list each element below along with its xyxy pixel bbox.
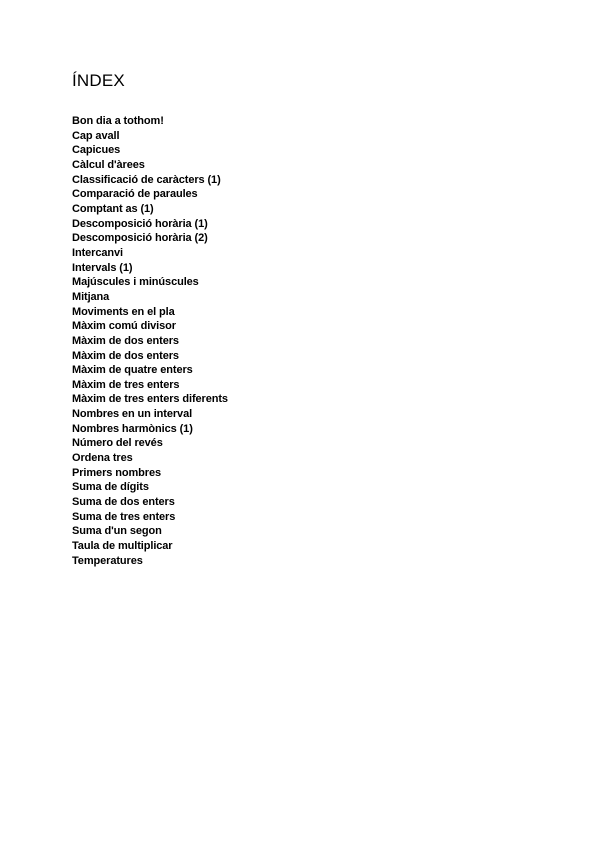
index-entry: Mitjana [72,290,110,303]
index-entry: Descomposició horària (1) [72,217,208,230]
index-entry: Màxim de quatre enters [72,364,193,377]
index-entry: Intercanvi [72,246,123,259]
index-list [72,114,228,568]
index-entry: Majúscules i minúscules [72,276,199,289]
index-entry: Màxim de dos enters [72,349,179,362]
index-entry: Màxim de tres enters diferents [72,393,228,406]
index-entry: Ordena tres [72,452,133,465]
index-entry: Classificació de caràcters (1) [72,173,221,186]
index-entry: Comparació de paraules [72,188,198,201]
page-title: ÍNDEX [72,71,125,90]
index-entry: Taula de multiplicar [72,540,173,553]
index-entry: Nombres en un interval [72,408,193,421]
index-entry: Bon dia a tothom! [72,115,164,127]
index-entry: Màxim comú divisor [72,320,176,333]
index-entry: Primers nombres [72,466,161,479]
index-entry: Capicues [72,144,121,157]
index-entry: Temperatures [72,554,143,567]
index-entry: Suma de tres enters [72,510,176,523]
index-entry: Nombres harmònics (1) [72,422,193,435]
index-entry: Càlcul d'àrees [72,158,145,171]
index-entry: Màxim de tres enters [72,378,180,391]
index-entry: Màxim de dos enters [72,334,179,347]
index-entry: Suma de dos enters [72,496,175,509]
index-entry: Intervals (1) [72,261,133,274]
index-entry: Número del revés [72,437,163,450]
index-entry: Comptant as (1) [72,202,154,215]
index-entry: Moviments en el pla [72,305,175,318]
index-entry: Suma de dígits [72,481,149,494]
index-entry: Suma d'un segon [72,525,162,538]
index-entry: Cap avall [72,129,120,142]
index-entry: Descomposició horària (2) [72,232,208,245]
